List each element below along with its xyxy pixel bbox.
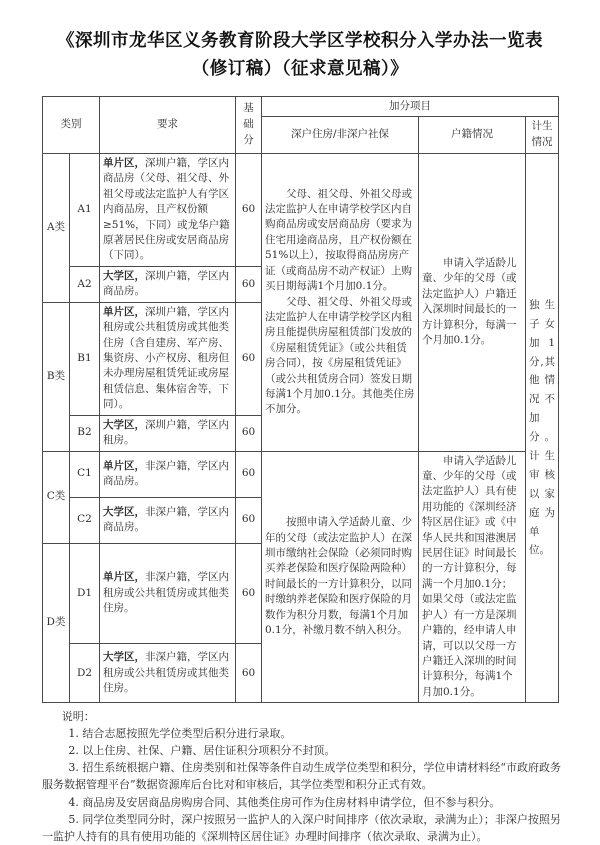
household-cd-paragraph: 申请入学适龄儿童、少年的父母（或法定监护人）具有使用功能的《深圳经济特区居住证》或《中华人民共和国港澳居民居住证》时间最长的一方计算积分，每满一个月加0.1分；如果父母（或法定监护人）有一方是深圳户籍的，经申请人申请，可以以父母一方户籍迁入深圳的时间计算积分，每满1个月加0.1分。 <box>422 454 517 698</box>
category-d: D类 <box>43 543 70 703</box>
code-d2: D2 <box>70 644 100 703</box>
requirement-lead: 大学区， <box>103 505 145 518</box>
table-row-a1 <box>43 153 559 266</box>
household-cell-ab <box>419 153 526 451</box>
requirement-text: 非深户籍，学区内商品房。 <box>103 505 229 534</box>
household-ab-paragraph: 申请入学适龄儿童、少年的父母（或法定监护人）户籍迁入深圳时间最长的一方计算积分，每满一个月加0.1分。 <box>422 256 517 347</box>
requirement-lead: 单片区， <box>103 305 145 318</box>
category-a: A类 <box>43 153 70 302</box>
header-housing: 深户住房/非深户社保 <box>262 117 419 154</box>
code-a2: A2 <box>70 266 100 302</box>
category-b: B类 <box>43 302 70 451</box>
code-d1: D1 <box>70 543 100 644</box>
requirement-c1 <box>100 451 236 497</box>
notes-section <box>42 708 564 844</box>
requirement-lead: 大学区， <box>103 269 145 282</box>
housing-cd-paragraph: 按照申请入学适龄儿童、少年的父母（或法定监护人）在深圳市缴纳社会保险（必须同时购买养老保险和医疗保险两险种）时间最长的一方计算积分，以同时缴纳养老保险和医疗保险的月数作为积分月数，每满1个月加0.1分，补缴月数不纳入积分。 <box>265 516 412 637</box>
requirement-c2 <box>100 497 236 543</box>
requirement-lead: 单片区， <box>103 156 145 169</box>
header-requirement: 要求 <box>100 97 236 154</box>
requirement-lead: 单片区， <box>103 459 145 472</box>
requirement-text: 深圳户籍，学区内租房或公共租赁房或其他类住房（含自建房、军产房、集资房、小产权房、租房但未办理房屋租赁凭证或房屋租赁信息、集体宿舍等，下同）。 <box>103 305 229 411</box>
admission-points-table <box>42 96 559 703</box>
housing-ab-paragraph-2: 父母、祖父母、外祖父母或法定监护人在申请学校学区内租房且能提供房屋租赁部门发放的《房屋租赁凭证》（或公共租赁房合同），按《房屋租赁凭证》（或公共租赁房合同）签发日期每满1个月加0.1分。其他类住房不加分。 <box>265 295 415 416</box>
requirement-b1 <box>100 302 236 415</box>
requirement-lead: 大学区， <box>103 418 145 431</box>
code-c1: C1 <box>70 451 100 497</box>
requirement-d2 <box>100 644 236 703</box>
family-planning-cell: 独生子女加1分,其他情况不加分。计生审核以家庭为单位。 <box>526 153 559 702</box>
code-c2: C2 <box>70 497 100 543</box>
requirement-text: 非深户籍，学区内租房或公共租赁房或其他类住房。 <box>103 571 229 615</box>
note-item-4: 4. 商品房及安居商品房购房合同、其他类住房可作为住房材料申请学位，但不参与积分。 <box>68 795 501 809</box>
requirement-text: 非深户籍，学区内租房或公共租赁房或其他类住房。 <box>103 651 229 694</box>
header-bonus-group: 加分项目 <box>262 97 559 117</box>
table-row-c1 <box>43 451 559 497</box>
note-item-5: 5. 同学位类型同分时，深户按照另一监护人的入深户时间排序（依次录取，录满为止）；非深户按照另一监护人持有的具有使用功能的《深圳特区居住证》办理时间排序（依次录取、录满为止）。 <box>42 812 561 843</box>
base-score-a2: 60 <box>236 266 262 302</box>
requirement-text: 深圳户籍，学区内商品房。 <box>103 269 229 298</box>
note-item-2: 2. 以上住房、社保、户籍、居住证积分项积分不封顶。 <box>68 744 336 758</box>
base-score-c1: 60 <box>236 451 262 497</box>
header-household: 户籍情况 <box>419 117 526 154</box>
requirement-lead: 单片区， <box>103 571 145 584</box>
household-cell-cd <box>419 451 526 703</box>
housing-cell-cd <box>262 451 419 703</box>
base-score-c2: 60 <box>236 497 262 543</box>
requirement-text: 深圳户籍，学区内商品房（父母、祖父母、外祖父母或法定监护人有学区内商品房，且产权份额≥51%，下同）或龙华户籍原著居民住房或安居商品房（下同）。 <box>103 156 230 262</box>
note-item-3: 3. 招生系统根据户籍、住房类别和社保等条件自动生成学位类型和积分，学位申请材料经“市政府政务服务数据管理平台”数据资源库后台比对和审核后，其学位类型和积分正式有效。 <box>42 761 562 792</box>
requirement-d1 <box>100 543 236 644</box>
note-item-1: 1. 结合志愿按照先学位类型后积分进行录取。 <box>68 727 292 741</box>
requirement-text: 非深户籍，学区内商品房。 <box>103 459 229 488</box>
base-score-a1: 60 <box>236 153 262 266</box>
base-score-b1: 60 <box>236 302 262 415</box>
requirement-text: 深圳户籍，学区内租房。 <box>103 418 229 447</box>
base-score-d2: 60 <box>236 644 262 703</box>
header-family-planning: 计生情况 <box>526 117 559 154</box>
header-row-1 <box>43 97 559 117</box>
requirement-lead: 大学区， <box>103 651 145 664</box>
requirement-b2 <box>100 415 236 451</box>
base-score-b2: 60 <box>236 415 262 451</box>
housing-cell-ab <box>262 153 419 451</box>
code-b2: B2 <box>70 415 100 451</box>
housing-ab-paragraph-1: 父母、祖父母、外祖父母或法定监护人在申请学校学区内自购商品房或安居商品房（要求为住宅用途商品房，且产权份额在51%以上），按取得商品房房产证（或商品房不动产权证）上购买日期每满1个月加0.1分。 <box>265 187 412 293</box>
requirement-a1 <box>100 153 236 266</box>
notes-label: 说明： <box>61 710 95 724</box>
base-score-d1: 60 <box>236 543 262 644</box>
header-category: 类别 <box>43 97 100 154</box>
code-b1: B1 <box>70 302 100 415</box>
category-c: C类 <box>43 451 70 543</box>
page-title: 《深圳市龙华区义务教育阶段大学区学校积分入学办法一览表（修订稿）（征求意见稿）》 <box>57 30 543 78</box>
code-a1: A1 <box>70 153 100 266</box>
header-base-score: 基础分 <box>236 97 262 154</box>
requirement-a2 <box>100 266 236 302</box>
